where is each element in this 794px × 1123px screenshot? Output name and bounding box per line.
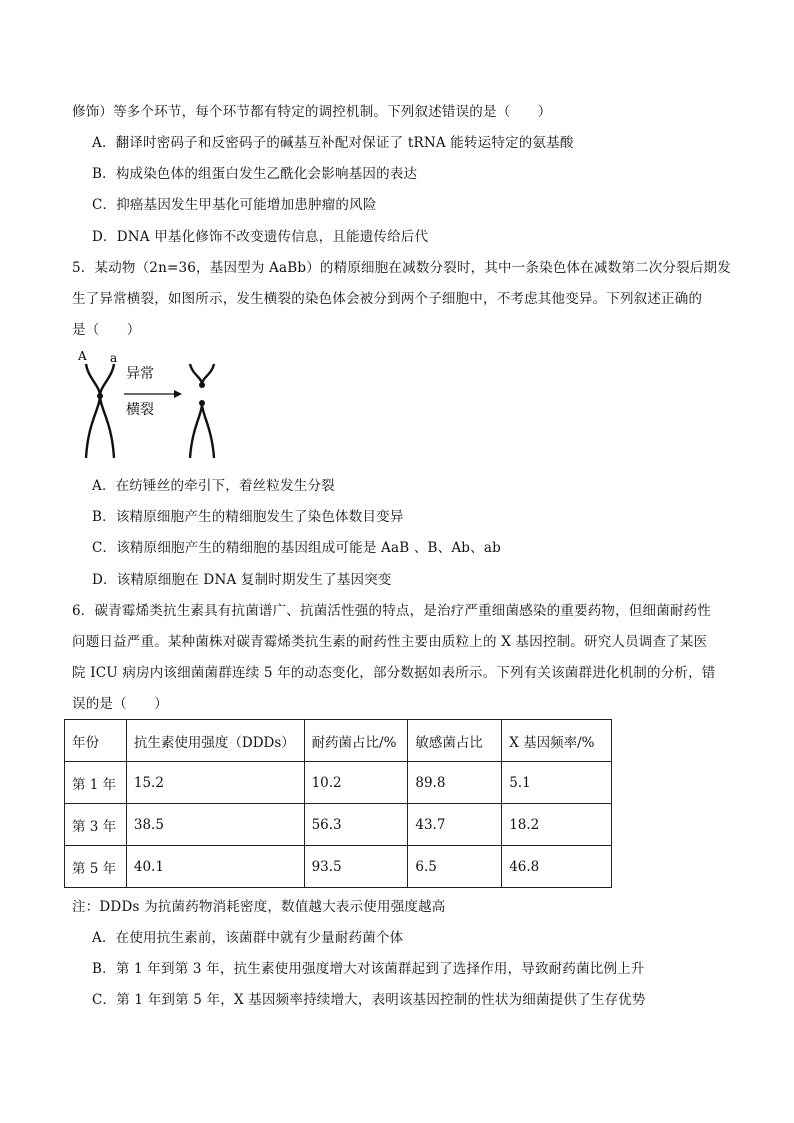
- chromosome-figure: [74, 348, 224, 468]
- header-cell: 年份: [65, 720, 127, 762]
- q5-option-b: B．该精原细胞产生的精细胞发生了染色体数目变异: [92, 509, 404, 525]
- table-header-row: [65, 720, 612, 762]
- q4-option-a: A．翻译时密码子和反密码子的碱基互补配对保证了 tRNA 能转运特定的氨基酸: [92, 135, 574, 151]
- q5-option-c: C．该精原细胞产生的精细胞的基因组成可能是 AaB 、B、Ab、ab: [92, 540, 501, 556]
- table-cell: 46.8: [502, 846, 612, 888]
- label-a: a: [110, 351, 118, 365]
- q6-option-c: C．第 1 年到第 5 年，X 基因频率持续增大，表明该基因控制的性状为细菌提供了生存优势: [92, 992, 646, 1008]
- chromosome-diagram: [74, 348, 224, 468]
- table-cell: 5.1: [502, 762, 612, 804]
- centromere-upper: [199, 382, 205, 388]
- data-table: [64, 719, 612, 888]
- table-cell: 43.7: [408, 804, 502, 846]
- centromere-left: [97, 393, 103, 399]
- q4-option-b: B．构成染色体的组蛋白发生乙酰化会影响基因的表达: [92, 166, 418, 182]
- table-cell: 89.8: [408, 762, 502, 804]
- table-cell: 18.2: [502, 804, 612, 846]
- q5-stem-line-3: 是（ ）: [72, 322, 141, 338]
- q6-stem-line-3: 院 ICU 病房内该细菌菌群连续 5 年的动态变化，部分数据如表所示。下列有关该菌群进化机制的分析，错: [72, 665, 716, 681]
- header-cell: X 基因频率/%: [502, 720, 612, 762]
- chromatid-left-2: [100, 364, 114, 458]
- q5-stem-line-2: 生了异常横裂，如图所示，发生横裂的染色体会被分到两个子细胞中，不考虑其他变异。下列叙述正确的: [72, 291, 703, 307]
- table-row: [65, 804, 612, 846]
- q5-option-a: A．在纺锤丝的牵引下，着丝粒发生分裂: [92, 478, 335, 494]
- table-cell: 56.3: [304, 804, 408, 846]
- q6-stem-line-1: 6．碳青霉烯类抗生素具有抗菌谱广、抗菌活性强的特点，是治疗严重细菌感染的重要药物，但细菌耐药性: [72, 603, 711, 619]
- chromatid-left-1: [86, 364, 100, 458]
- q4-option-c: C．抑癌基因发生甲基化可能增加患肿瘤的风险: [92, 197, 377, 213]
- header-cell: 敏感菌占比: [408, 720, 502, 762]
- upper-arm-2: [202, 364, 214, 384]
- header-cell: 抗生素使用强度（DDDs）: [126, 720, 304, 762]
- table-cell: 6.5: [408, 846, 502, 888]
- table-cell: 第 5 年: [65, 846, 127, 888]
- q6-option-b: B．第 1 年到第 3 年，抗生素使用强度增大对该菌群起到了选择作用，导致耐药菌比例上升: [92, 961, 645, 977]
- q4-stem: 修饰）等多个环节，每个环节都有特定的调控机制。下列叙述错误的是（ ）: [72, 104, 552, 120]
- q6-stem-line-4: 误的是（ ）: [72, 696, 168, 712]
- arrow-label-2: 横裂: [126, 402, 154, 418]
- upper-arm-1: [190, 364, 202, 384]
- table-note: 注：DDDs 为抗菌药物消耗密度，数值越大表示使用强度越高: [72, 899, 446, 915]
- q5-option-d: D．该精原细胞在 DNA 复制时期发生了基因突变: [92, 572, 392, 588]
- centromere-lower: [199, 400, 205, 406]
- q5-stem-line-1: 5．某动物（2n=36，基因型为 AaBb）的精原细胞在减数分裂时，其中一条染色体在减数第二次分裂后期发: [72, 260, 731, 276]
- table-cell: 40.1: [126, 846, 304, 888]
- arrow-head: [174, 390, 182, 398]
- arrow-label-1: 异常: [126, 366, 154, 382]
- table-cell: 10.2: [304, 762, 408, 804]
- table-row: [65, 762, 612, 804]
- table-row: [65, 846, 612, 888]
- q6-option-a: A．在使用抗生素前，该菌群中就有少量耐药菌个体: [92, 930, 404, 946]
- header-cell: 耐药菌占比/%: [304, 720, 408, 762]
- table-cell: 93.5: [304, 846, 408, 888]
- q4-option-d: D．DNA 甲基化修饰不改变遗传信息，且能遗传给后代: [92, 229, 429, 245]
- lower-arm-1: [190, 404, 202, 458]
- label-A: A: [78, 349, 87, 363]
- lower-arm-2: [202, 404, 214, 458]
- q6-stem-line-2: 问题日益严重。某种菌株对碳青霉烯类抗生素的耐药性主要由质粒上的 X 基因控制。研究人员调查了某医: [72, 634, 708, 650]
- table-cell: 38.5: [126, 804, 304, 846]
- table-cell: 15.2: [126, 762, 304, 804]
- table-cell: 第 1 年: [65, 762, 127, 804]
- table-cell: 第 3 年: [65, 804, 127, 846]
